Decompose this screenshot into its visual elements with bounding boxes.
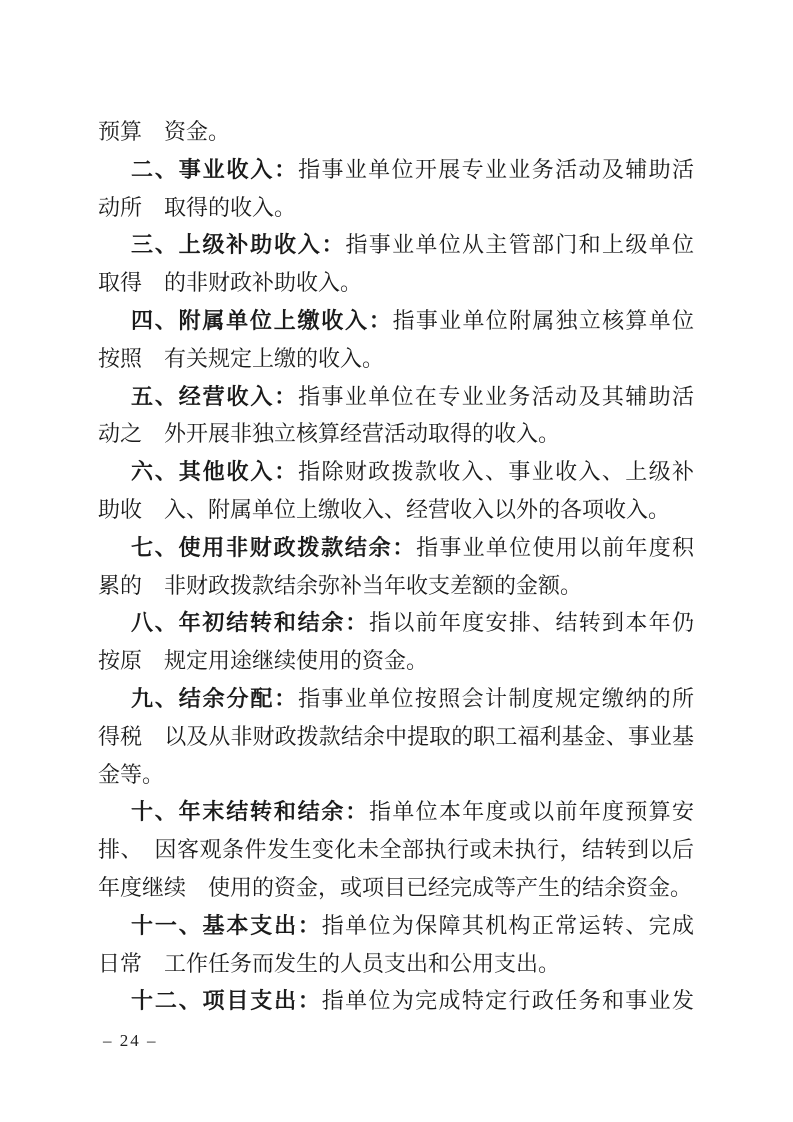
- text-line: 二、事业收入：指事业单位开展专业业务活动及辅助活: [131, 156, 694, 182]
- term-label: 五、经营收入：: [131, 383, 299, 409]
- text-line: 五、经营收入：指事业单位在专业业务活动及其辅助活: [131, 383, 694, 409]
- term-label: 九、结余分配：: [131, 685, 299, 711]
- term-label: 十、年末结转和结余：: [131, 799, 370, 825]
- text-line: 累的 非财政拨款结余弥补当年收支差额的金额。: [98, 572, 583, 598]
- text-line: 金等。: [98, 761, 165, 787]
- term-label: 十一、基本支出：: [131, 912, 322, 938]
- text-line: 年度继续 使用的资金，或项目已经完成等产生的结余资金。: [98, 874, 693, 900]
- text-line: 预算 资金。: [98, 119, 231, 144]
- text-line: 助收 入、附属单位上缴收入、经营收入以外的各项收入。: [98, 496, 671, 522]
- term-label: 四、附属单位上缴收入：: [131, 307, 393, 333]
- text-line: 按照 有关规定上缴的收入。: [98, 345, 385, 371]
- term-label: 七、使用非财政拨款结余：: [131, 534, 417, 560]
- term-label: 十二、项目支出：: [131, 988, 322, 1014]
- text-line: 取得 的非财政补助收入。: [98, 270, 363, 296]
- text-line: 六、其他收入：指除财政拨款收入、事业收入、上级补: [131, 459, 694, 485]
- term-label: 六、其他收入：: [131, 459, 299, 485]
- text-line: 按原 规定用途继续使用的资金。: [98, 648, 429, 674]
- term-label: 八、年初结转和结余：: [131, 610, 370, 636]
- document-body: [98, 113, 694, 1020]
- text-line: 十、年末结转和结余：指单位本年度或以前年度预算安: [131, 799, 694, 825]
- text-line: 动之 外开展非独立核算经营活动取得的收入。: [98, 421, 561, 447]
- text-line: 排、 因客观条件发生变化未全部执行或未执行，结转到以后: [98, 837, 694, 863]
- text-line: 十一、基本支出：指单位为保障其机构正常运转、完成: [131, 912, 694, 938]
- text-line: 四、附属单位上缴收入：指事业单位附属独立核算单位: [131, 307, 694, 333]
- text-line: 七、使用非财政拨款结余：指事业单位使用以前年度积: [131, 534, 694, 560]
- text-line: 三、上级补助收入：指事业单位从主管部门和上级单位: [131, 232, 694, 258]
- term-label: 三、上级补助收入：: [131, 232, 346, 258]
- term-label: 二、事业收入：: [131, 156, 299, 182]
- text-line: 动所 取得的收入。: [98, 194, 297, 220]
- text-line: 得税 以及从非财政拨款结余中提取的职工福利基金、事业基: [98, 723, 694, 749]
- text-line: 十二、项目支出：指单位为完成特定行政任务和事业发: [131, 988, 694, 1014]
- text-line: 日常 工作任务而发生的人员支出和公用支出。: [98, 950, 561, 976]
- text-line: 九、结余分配：指事业单位按照会计制度规定缴纳的所: [131, 685, 694, 711]
- page-number: – 24 –: [103, 1031, 158, 1050]
- text-line: 八、年初结转和结余：指以前年度安排、结转到本年仍: [131, 610, 694, 636]
